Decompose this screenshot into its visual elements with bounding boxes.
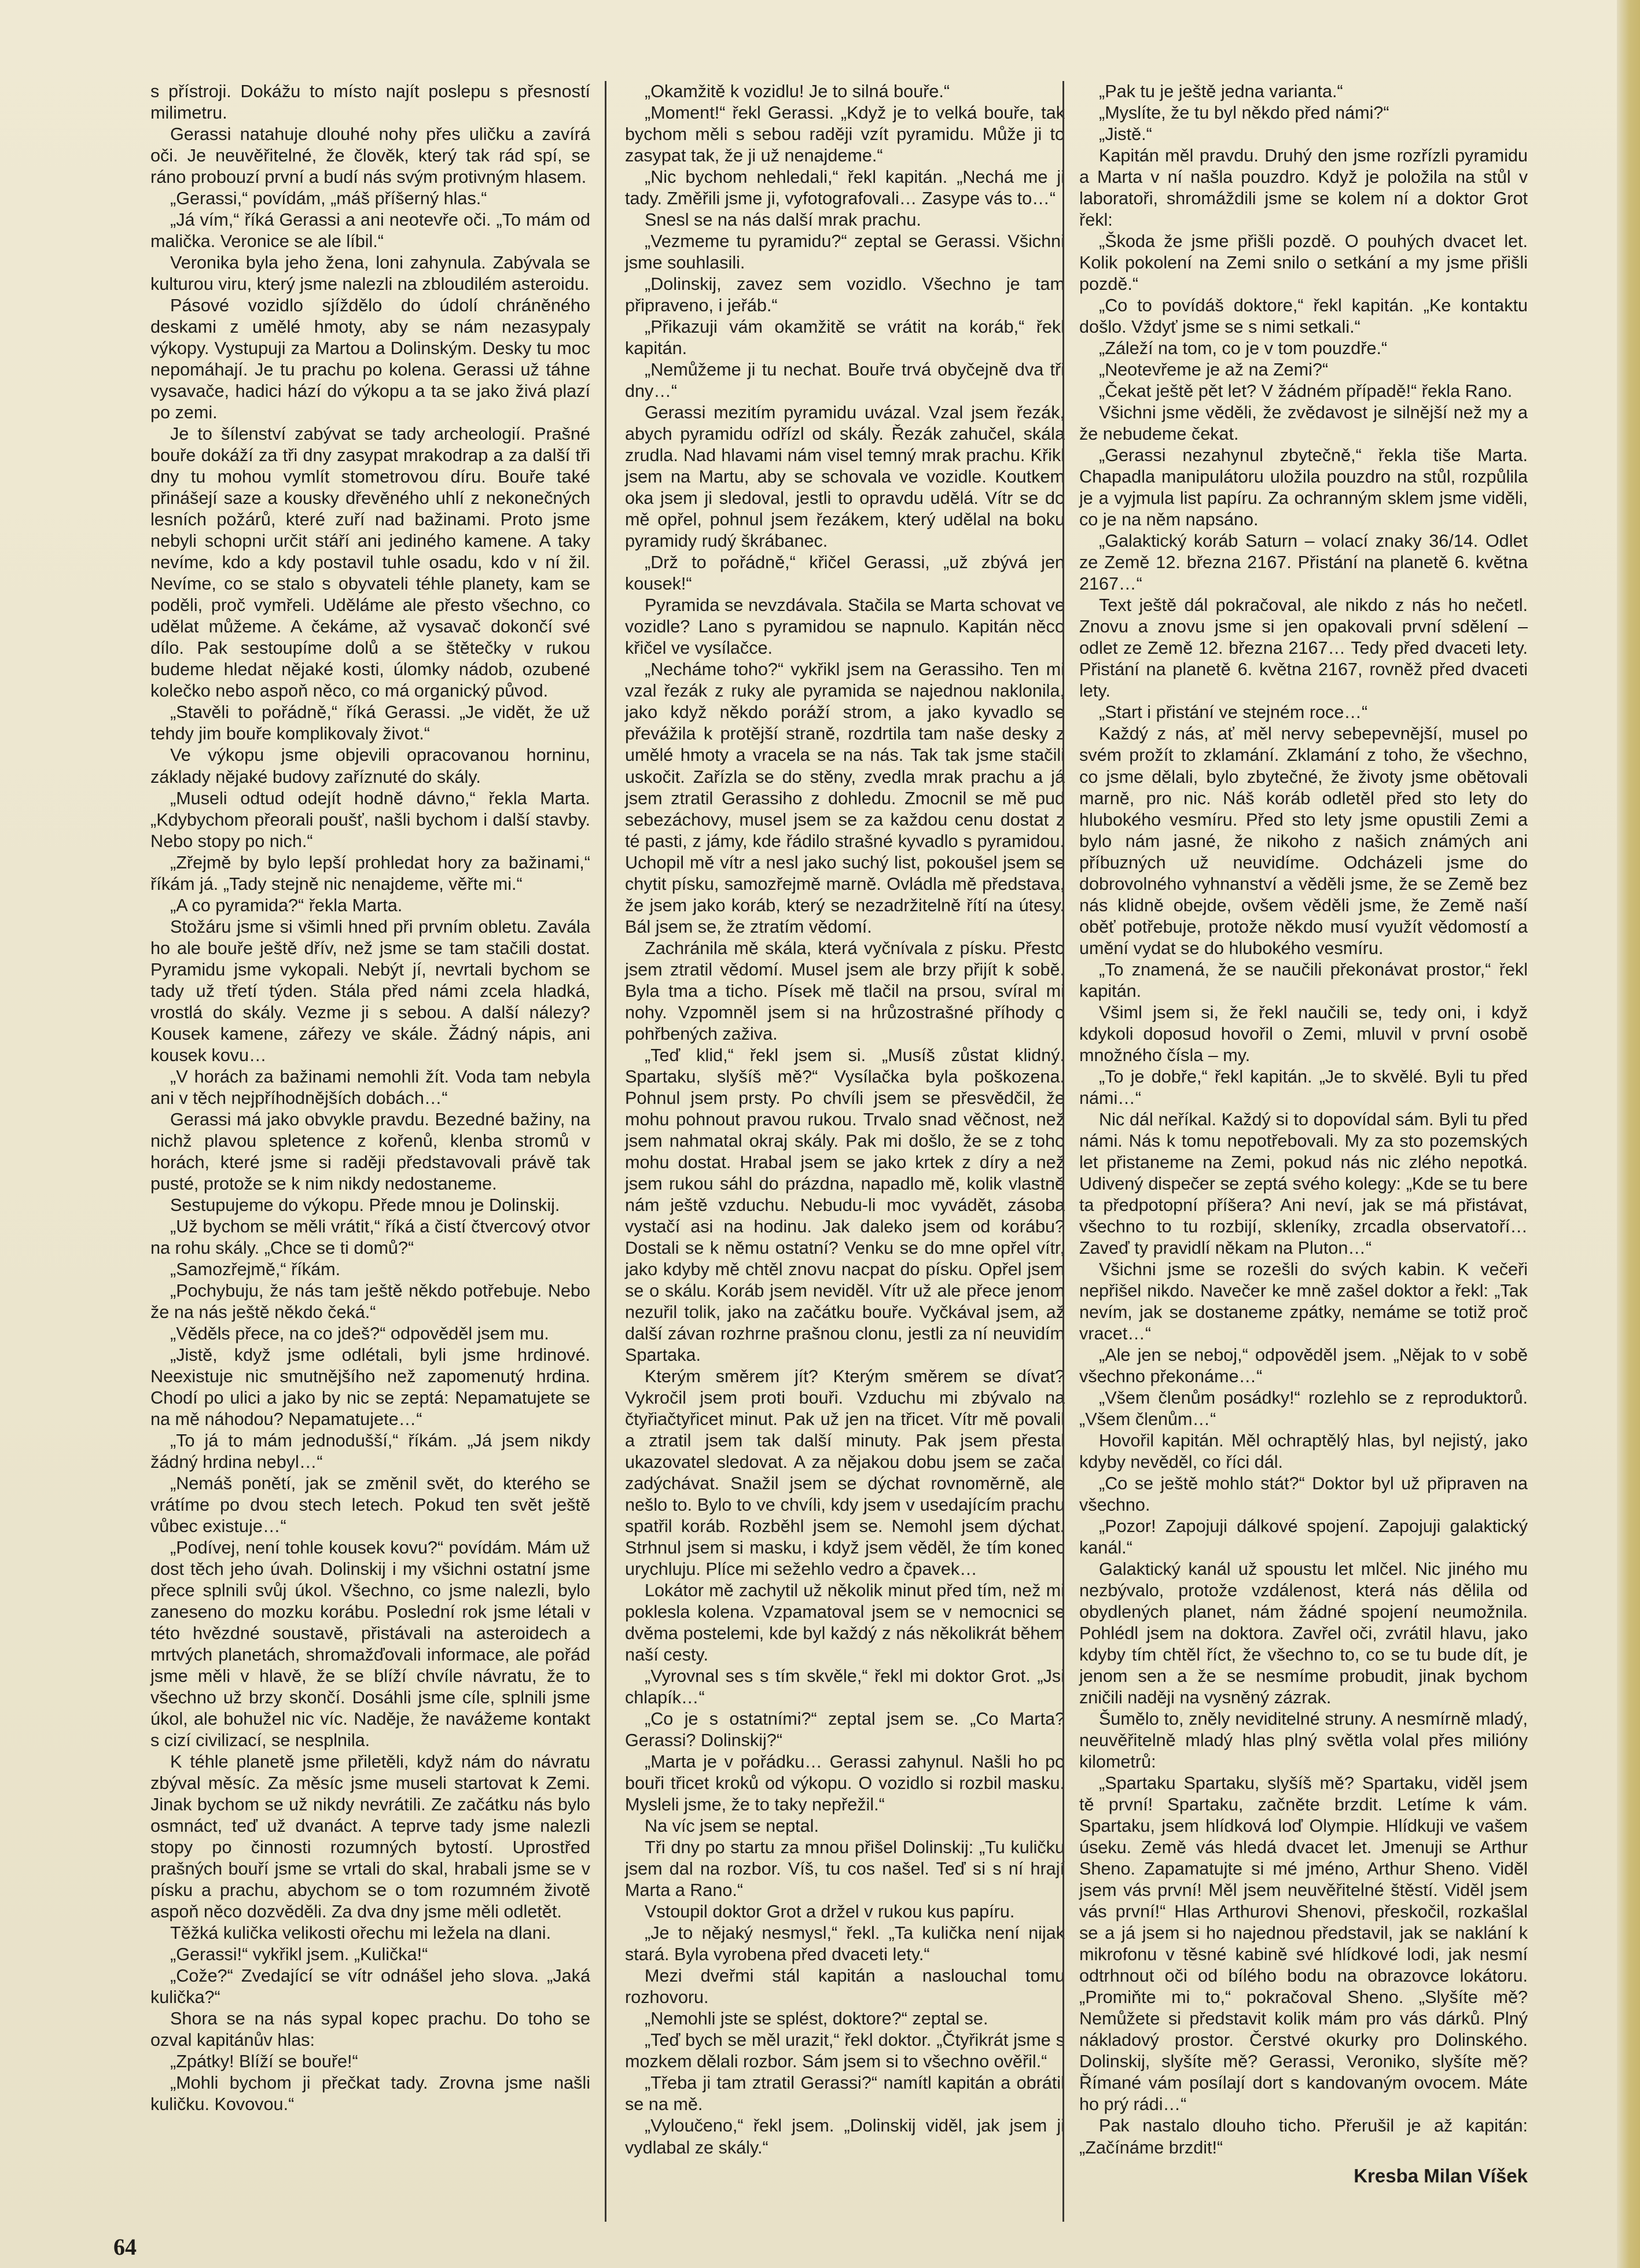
paragraph: „Zpátky! Blíží se bouře!“ bbox=[170, 2052, 358, 2072]
paragraph: Každý z nás, ať měl nervy sebepevnější, musel po svém prožít to zklamání. Zklamání z toho, že všechno, co jsme dělali, bylo zbytečné, že životy jsme obětovali marně, pro nic. Náš koráb odletěl před sto lety do hlubokého vesmíru. Před sto lety jsme opustili Zemi a bylo nám jasné, že nikoho z našich známých ani příbuzných už neuvidíme. Odcházeli jsme do dobrovolného vyhnanství a věděli jsme, že se Země bez nás klidně obejde, ovšem věděli jsme, že Země naší oběť potřebuje, protože někdo musí využít vědomostí a umění vydat se do hlubokého vesmíru. bbox=[1079, 724, 1528, 958]
paragraph: „Jistě, když jsme odlétali, byli jsme hrdinové. Neexistuje nic smutnějšího než zapomenutý hrdina. Chodí po ulici a jako by nic se zeptá: Nepamatujete se na mě náhodou? Nepamatujete…“ bbox=[150, 1345, 590, 1429]
paragraph: „Podívej, není tohle kousek kovu?“ povídám. Mám už dost těch jeho úvah. Dolinskij i my všichni ostatní jsme přece splnili svůj úkol. Všechno, co jsme nalezli, bylo zaneseno do mozku korábu. Poslední rok jsme létali v této hvězdné soustavě, přistávali na asteroidech a mrtvých planetách, shromažďovali informace, ale pořád jsme měli v hlavě, že se blíží chvíle návratu, že to všechno už brzy skončí. Dosáhli jsme cíle, splnili jsme úkol, ale bohužel nic víc. Naděje, že navážeme kontakt s cizí civilizací, se nesplnila. bbox=[150, 1538, 590, 1751]
paragraph: „Co to povídáš doktore,“ řekl kapitán. „Ke kontaktu došlo. Vždyť jsme se s nimi setkali.“ bbox=[1079, 296, 1528, 337]
paragraph: „Dolinskij, zavez sem vozidlo. Všechno je tam připraveno, i jeřáb.“ bbox=[625, 274, 1065, 316]
paragraph: Pyramida se nevzdávala. Stačila se Marta schovat ve vozidle? Lano s pyramidou se napnulo. Kapitán něco křičel ve vysílačce. bbox=[625, 595, 1065, 658]
paragraph: „Vyloučeno,“ řekl jsem. „Dolinskij viděl, jak jsem ji vydlabal ze skály.“ bbox=[625, 2116, 1065, 2157]
paragraph: Těžká kulička velikosti ořechu mi ležela na dlani. bbox=[170, 1923, 551, 1943]
paragraph: Pak nastalo dlouho ticho. Přerušil je až kapitán: „Začínáme brzdit!“ bbox=[1079, 2116, 1528, 2157]
paragraph: Ve výkopu jsme objevili opracovanou horninu, základy nějaké budovy zaříznuté do skály. bbox=[150, 745, 590, 787]
paragraph: Stožáru jsme si všimli hned při prvním obletu. Zavála ho ale bouře ještě dřív, než jsme se tam stačili dostat. Pyramidu jsme vykopali. Nebýt jí, nevrtali bychom se tady už třetí týden. Stála před námi zcela hladká, vrostlá do skály. Vezme ji s sebou. A další nálezy? Kousek kamene, zářezy ve skále. Žádný nápis, ani kousek kovu… bbox=[150, 916, 590, 1065]
paragraph: Text ještě dál pokračoval, ale nikdo z nás ho nečetl. Znovu a znovu jsme si jen opakovali první sdělení – odlet ze Země 12. března 2167… Tedy před dvaceti lety. Přistání na planetě 6. května 2167, rovněž před dvaceti lety. bbox=[1079, 595, 1528, 701]
paragraph: „Gerassi,“ povídám, „máš příšerný hlas.“ bbox=[170, 189, 487, 209]
paragraph: „Neotevřeme je až na Zemi?“ bbox=[1099, 360, 1329, 380]
text-column-1 bbox=[150, 81, 590, 2115]
paragraph: Snesl se na nás další mrak prachu. bbox=[645, 210, 921, 230]
paragraph: „Stavěli to pořádně,“ říká Gerassi. „Je vidět, že už tehdy jim bouře komplikovaly život.“ bbox=[150, 702, 590, 744]
paragraph: „Já vím,“ říká Gerassi a ani neotevře oči. „To mám od malička. Veronice se ale líbil.“ bbox=[150, 210, 590, 252]
paragraph: Kapitán měl pravdu. Druhý den jsme rozřízli pyramidu a Marta v ní našla pouzdro. Když je položila na stůl v laboratoři, shromáždili jsme se kolem ní a doktor Grot řekl: bbox=[1079, 146, 1528, 230]
page-edge bbox=[1617, 0, 1640, 2268]
paragraph: Kterým směrem jít? Kterým směrem se dívat? Vykročil jsem proti bouři. Vzduchu mi zbývalo na čtyřiačtyřicet minut. Pak už jen na třicet. Vítr mě povalil a ztratil jsem tak další minuty. Pak jsem přestal ukazovatel sledovat. A za nějakou dobu jsem se začal zadýchávat. Snažil jsem se dýchat rovnoměrně, ale nešlo to. Bylo to ve chvíli, kdy jsem v usedajícím prachu spatřil koráb. Rozběhl jsem se. Nemohl jsem dýchat. Strhnul jsem si masku, i když jsem věděl, že tím konec urychluju. Plíce mi sežehlo vedro a čpavek… bbox=[625, 1366, 1065, 1580]
paragraph: „Věděls přece, na co jdeš?“ odpověděl jsem mu. bbox=[170, 1323, 549, 1343]
text-column-3 bbox=[1079, 81, 1528, 2187]
paragraph: „Ale jen se neboj,“ odpověděl jsem. „Nějak to v sobě všechno překonáme…“ bbox=[1079, 1345, 1528, 1386]
paragraph: „Myslíte, že tu byl někdo před námi?“ bbox=[1099, 103, 1389, 123]
paragraph: „Okamžitě k vozidlu! Je to silná bouře.“ bbox=[645, 82, 950, 101]
paragraph: „Nic bychom nehledali,“ řekl kapitán. „Nechá me ji tady. Změřili jsme ji, vyfotografovali… Zasype vás to…“ bbox=[625, 167, 1065, 209]
paragraph: „A co pyramida?“ řekla Marta. bbox=[170, 895, 403, 915]
paragraph: „Pozor! Zapojuji dálkové spojení. Zapojuji galaktický kanál.“ bbox=[1079, 1516, 1528, 1558]
paragraph: „Start i přistání ve stejném roce…“ bbox=[1099, 702, 1368, 723]
paragraph: „Vyrovnal ses s tím skvěle,“ řekl mi doktor Grot. „Jsi chlapík…“ bbox=[625, 1666, 1065, 1708]
paragraph: Tři dny po startu za mnou přišel Dolinskij: „Tu kuličku jsem dal na rozbor. Víš, tu cos našel. Teď si s ní hrají Marta a Rano.“ bbox=[625, 1838, 1065, 1901]
paragraph: „Čekat ještě pět let? V žádném případě!“ řekla Rano. bbox=[1099, 381, 1513, 402]
paragraph: Veronika byla jeho žena, loni zahynula. Zabývala se kulturou viru, který jsme nalezli na zbloudilém asteroidu. bbox=[150, 253, 590, 294]
column-divider bbox=[1062, 81, 1064, 2222]
paragraph: Vstoupil doktor Grot a držel v rukou kus papíru. bbox=[645, 1902, 1015, 1922]
paragraph: Lokátor mě zachytil už několik minut před tím, než mi poklesla kolena. Vzpamatoval jsem se v nemocnici se dvěma postelemi, kde byl každý z nás několikrát během naší cesty. bbox=[625, 1581, 1065, 1665]
paragraph: Šumělo to, zněly neviditelné struny. A nesmírně mladý, neuvěřitelně mladý hlas plný světla volal přes milióny kilometrů: bbox=[1079, 1709, 1528, 1772]
paragraph: Pásové vozidlo sjíždělo do údolí chráněného deskami z umělé hmoty, aby se nám nezasypaly výkopy. Vystupuji za Martou a Dolinským. Desky tu moc nepomáhají. Je tu prachu po kolena. Gerassi už táhne vysavače, hadici hází do výkopu a ta se jako živá plazí po zemi. bbox=[150, 296, 590, 423]
paragraph: Gerassi natahuje dlouhé nohy přes uličku a zavírá oči. Je neuvěřitelné, že člověk, který tak rád spí, se ráno probouzí první a budí nás svým protivným hlasem. bbox=[150, 124, 590, 187]
paragraph: „Pak tu je ještě jedna varianta.“ bbox=[1099, 82, 1343, 101]
column-divider bbox=[605, 81, 606, 2222]
paragraph: „Spartaku Spartaku, slyšíš mě? Spartaku, viděl jsem tě první! Spartaku, začněte brzdit. Letíme k vám. Spartaku, jsem hlídková loď Olympie. Hlídkuji ve vašem úseku. Země vás hledá dvacet let. Jmenuji se Arthur Sheno. Zapamatujte si mé jméno, Arthur Sheno. Viděl jsem vás první! Měl jsem neuvěřitelné štěstí. Viděl jsem vás první!“ Hlas Arthurovi Shenovi, přeskočil, rozkašlal se a já jsem si ho najednou představil, jak se naklání k mikrofonu v těsné kabině své hlídkové lodi, jak nesmí odtrhnout oči od bílého bodu na obrazovce lokátoru. „Promiňte mi to,“ pokračoval Sheno. „Slyšíte mě? Nemůžete si představit kolik mám pro vás dárků. Plný nákladový prostor. Čerstvé okurky pro Dolinského. Dolinskij, slyšíte mě? Gerassi, Veroniko, slyšíte mě? Římané vám posílají dort s kandovaným ovocem. Máte ho prý rádi…“ bbox=[1079, 1773, 1528, 2115]
paragraph: „Museli odtud odejít hodně dávno,“ řekla Marta. „Kdybychom přeorali poušť, našli bychom i další stavby. Nebo stopy po nich.“ bbox=[150, 788, 590, 851]
paragraph: „V horách za bažinami nemohli žít. Voda tam nebyla ani v těch nejpříhodnějších dobách…“ bbox=[150, 1066, 590, 1108]
paragraph: „Zřejmě by bylo lepší prohledat hory za bažinami,“ říkám já. „Tady stejně nic nenajdeme, věřte mi.“ bbox=[150, 852, 590, 894]
text-column-2 bbox=[625, 81, 1065, 2159]
paragraph: „To já to mám jednodušší,“ říkám. „Já jsem nikdy žádný hrdina nebyl…“ bbox=[150, 1430, 590, 1472]
paragraph: „Jistě.“ bbox=[1099, 124, 1152, 145]
paragraph: „Záleží na tom, co je v tom pouzdře.“ bbox=[1099, 338, 1388, 359]
paragraph: Gerassi mezitím pyramidu uvázal. Vzal jsem řezák, abych pyramidu odřízl od skály. Řezák zahučel, skála zrudla. Nad hlavami nám visel temný mrak prachu. Křikl jsem na Martu, aby se schovala ve vozidle. Koutkem oka jsem ji sledoval, jestli to opravdu udělá. Vítr se do mě opřel, pohnul jsem řezákem, který udělal na boku pyramidy rudý škrábanec. bbox=[625, 403, 1065, 551]
paragraph: s přístroji. Dokážu to místo najít poslepu s přesností milimetru. bbox=[150, 82, 590, 123]
paragraph: „Teď bych se měl urazit,“ řekl doktor. „Čtyřikrát jsme s mozkem dělali rozbor. Sám jsem si to všechno ověřil.“ bbox=[625, 2030, 1065, 2072]
paragraph: Všiml jsem si, že řekl naučili se, tedy oni, i když kdykoli doposud hovořil o Zemi, mluvil v první osobě množného čísla – my. bbox=[1079, 1002, 1528, 1065]
paragraph: „Galaktický koráb Saturn – volací znaky 36/14. Odlet ze Země 12. března 2167. Přistání na planetě 6. května 2167…“ bbox=[1079, 531, 1528, 594]
paragraph: „Gerassi!“ vykřikl jsem. „Kulička!“ bbox=[170, 1945, 428, 1965]
paragraph: Všichni jsme se rozešli do svých kabin. K večeři nepřišel nikdo. Navečer ke mně zašel doktor a řekl: „Tak nevím, jak se dostaneme zpátky, nemáme se totiž proč vracet…“ bbox=[1079, 1259, 1528, 1343]
paragraph: „Přikazuji vám okamžitě se vrátit na koráb,“ řekl kapitán. bbox=[625, 317, 1065, 359]
paragraph: Sestupujeme do výkopu. Přede mnou je Dolinskij. bbox=[170, 1195, 560, 1215]
paragraph: „Nemáš ponětí, jak se změnil svět, do kterého se vrátíme po dvou stech letech. Pokud ten svět ještě vůbec existuje…“ bbox=[150, 1474, 590, 1537]
paragraph: Gerassi má jako obvykle pravdu. Bezedné bažiny, na nichž plavou spletence z kořenů, klenba stromů v horách, které jsme si raději představovali právě tak pusté, protože se k nim nikdy nedostaneme. bbox=[150, 1109, 590, 1194]
paragraph: „Moment!“ řekl Gerassi. „Když je to velká bouře, tak bychom měli s sebou raději vzít pyramidu. Může ji to zasypat tak, že ji už nenajdeme.“ bbox=[625, 103, 1065, 166]
paragraph: „Škoda že jsme přišli pozdě. O pouhých dvacet let. Kolik pokolení na Zemi snilo o setkání a my jsme přišli pozdě.“ bbox=[1079, 231, 1528, 294]
paragraph: „Mohli bychom ji přečkat tady. Zrovna jsme našli kuličku. Kovovou.“ bbox=[150, 2073, 590, 2115]
paragraph: K téhle planetě jsme přiletěli, když nám do návratu zbýval měsíc. Za měsíc jsme museli startovat k Zemi. Jinak bychom se už nikdy nevrátili. Ze začátku nás bylo osmnáct, teď už dvanáct. A teprve tady jsme nalezli stopy po činnosti rozumných bytostí. Uprostřed prašných bouří jsme se vrtali do skal, hrabali jsme se v písku a prachu, abychom se o tom rozumném životě aspoň něco dozvěděli. Za dva dny jsme měli odletět. bbox=[150, 1752, 590, 1922]
paragraph: Všichni jsme věděli, že zvědavost je silnější než my a že nebudeme čekat. bbox=[1079, 403, 1528, 444]
paragraph: „Už bychom se měli vrátit,“ říká a čistí čtvercový otvor na rohu skály. „Chce se ti domů?“ bbox=[150, 1216, 590, 1258]
paragraph: Galaktický kanál už spoustu let mlčel. Nic jiného mu nezbývalo, protože vzdálenost, která nás dělila od obydlených planet, nám žádné spojení neumožnila. Pohlédl jsem na doktora. Zavřel oči, zvrátil hlavu, jako kdyby tím chtěl říct, že všechno to, co se tu bude dít, je jenom sen a že se nesmíme probudit, jinak bychom zničili naději na vysněný zázrak. bbox=[1079, 1559, 1528, 1708]
paragraph: „Vezmeme tu pyramidu?“ zeptal se Gerassi. Všichni jsme souhlasili. bbox=[625, 231, 1065, 273]
paragraph: „Nemohli jste se splést, doktore?“ zeptal se. bbox=[645, 2009, 988, 2029]
page-number: 64 bbox=[113, 2234, 137, 2260]
paragraph: Je to šílenství zabývat se tady archeologií. Prašné bouře dokáží za tři dny zasypat mrakodrap a za další tři dny tu mohou vymlít stometrovou díru. Bouře také přinášejí saze a kousky dřevěného uhlí z nekonečných lesních požárů, které zuří nad bažinami. Proto jsme nebyli schopni určit stáří ani jediného kamene. A taky nevíme, kdo a kdy postavil tuhle osadu, kdo v ní žil. Nevíme, co se stalo s obyvateli téhle planety, kam se poděli, proč vymřeli. Uděláme ale přesto všechno, co udělat můžeme. A čekáme, až vysavač dokončí své dílo. Pak sestoupíme dolů a se štětečky v rukou budeme hledat nějaké kosti, úlomky nádob, ozubené kolečko nebo aspoň něco, co má organický původ. bbox=[150, 424, 590, 701]
paragraph: „To je dobře,“ řekl kapitán. „Je to skvělé. Byli tu před námi…“ bbox=[1079, 1066, 1528, 1108]
paragraph: Zachránila mě skála, která vyčnívala z písku. Přesto jsem ztratil vědomí. Musel jsem ale brzy přijít k sobě. Byla tma a ticho. Písek mě tlačil na prsou, svíral mi nohy. Vzpomněl jsem si na hrůzostrašné příhody o pohřbených zaživa. bbox=[625, 938, 1065, 1044]
paragraph: „Pochybuju, že nás tam ještě někdo potřebuje. Nebo že na nás ještě někdo čeká.“ bbox=[150, 1280, 590, 1322]
paragraph: „Marta je v pořádku… Gerassi zahynul. Našli ho po bouři třicet kroků od výkopu. O vozidlo si rozbil masku. Mysleli jsme, že to taky nepřežil.“ bbox=[625, 1752, 1065, 1815]
paragraph: „Co se ještě mohlo stát?“ Doktor byl už připraven na všechno. bbox=[1079, 1474, 1528, 1515]
illustrator-credit: Kresba Milan Víšek bbox=[1354, 2164, 1528, 2186]
paragraph: „Samozřejmě,“ říkám. bbox=[170, 1259, 341, 1279]
paragraph: „Necháme toho?“ vykřikl jsem na Gerassiho. Ten mi vzal řezák z ruky ale pyramida se najednou naklonila, jako když někdo poráží strom, a jako kyvadlo se převážila k protější straně, rozdrtila tam naše desky z umělé hmoty a vracela se na nás. Tak tak jsme stačili uskočit. Zařízla se do stěny, zvedla mrak prachu a já jsem ztratil Gerassiho z dohledu. Zmocnil se mě pud sebezáchovy, musel jsem se za každou cenu dostat z té pasti, z jámy, kde řádilo strašné kyvadlo s pyramidou. Uchopil mě vítr a nesl jako suchý list, pokoušel jsem se chytit písku, samozřejmě marně. Ovládla mě představa, že jsem jako koráb, který se nezadržitelně řítí na útesy. Bál jsem se, že ztratím vědomí. bbox=[625, 660, 1065, 937]
paragraph: „Nemůžeme ji tu nechat. Bouře trvá obyčejně dva tři dny…“ bbox=[625, 360, 1065, 402]
paragraph: „Cože?“ Zvedající se vítr odnášel jeho slova. „Jaká kulička?“ bbox=[150, 1966, 590, 2008]
paragraph: „Třeba ji tam ztratil Gerassi?“ namítl kapitán a obrátil se na mě. bbox=[625, 2073, 1065, 2115]
paragraph: Nic dál neříkal. Každý si to dopovídal sám. Byli tu před námi. Nás k tomu nepotřebovali. My za sto pozemských let přistaneme na Zemi, pokud nás nic zlého nepotká. Udivený dispečer se zeptá svého kolegy: „Kde se tu bere ta předpotopní příšera? Ani neví, jak se má přistávat, všechno to tu rozbijí, skleníky, zrcadla observatoří… Zaveď ty pravidlí někam na Pluton…“ bbox=[1079, 1109, 1528, 1258]
paragraph: Hovořil kapitán. Měl ochraptělý hlas, byl nejistý, jako kdyby nevěděl, co říci dál. bbox=[1079, 1430, 1528, 1472]
paragraph: „Co je s ostatními?“ zeptal jsem se. „Co Marta? Gerassi? Dolinskij?“ bbox=[625, 1709, 1065, 1751]
paragraph: „Je to nějaký nesmysl,“ řekl. „Ta kulička není nijak stará. Byla vyrobena před dvaceti lety.“ bbox=[625, 1923, 1065, 1965]
paragraph: „Všem členům posádky!“ rozlehlo se z reproduktorů. „Všem členům…“ bbox=[1079, 1387, 1528, 1429]
paragraph: „Teď klid,“ řekl jsem si. „Musíš zůstat klidný. Spartaku, slyšíš mě?“ Vysílačka byla poškozena. Pohnul jsem prsty. Po chvíli jsem se přesvědčil, že mohu pohnout pravou rukou. Trvalo snad věčnost, než jsem nahmatal okraj skály. Pak mi došlo, že se z toho mohu dostat. Hrabal jsem se jako krtek z díry a než jsem rukou sáhl do prázdna, napadlo mě, kolik vlastně nám ještě vzduchu. Nebudu-li moc vyvádět, zásoba vystačí asi na hodinu. Jak daleko jsem od korábu? Dostali se k němu ostatní? Venku se do mne opřel vítr, jako kdyby mě chtěl znovu nacpat do písku. Opřel jsem se o skálu. Koráb jsem neviděl. Vítr už ale přece jenom nezuřil tolik, jako na začátku bouře. Vyčkával jsem, až další závan rozhrne prašnou clonu, jestli za ní neuvidím Spartaka. bbox=[625, 1045, 1065, 1365]
paragraph: „To znamená, že se naučili překonávat prostor,“ řekl kapitán. bbox=[1079, 959, 1528, 1001]
paragraph: Shora se na nás sypal kopec prachu. Do toho se ozval kapitánův hlas: bbox=[150, 2009, 590, 2050]
paragraph: Na víc jsem se neptal. bbox=[645, 1816, 819, 1836]
paragraph: „Gerassi nezahynul zbytečně,“ řekla tiše Marta. Chapadla manipulátoru uložila pouzdro na stůl, rozpůlila je a vyjmula list papíru. Za ochranným sklem jsme viděli, co je na něm napsáno. bbox=[1079, 446, 1528, 530]
paragraph: Mezi dveřmi stál kapitán a naslouchal tomu rozhovoru. bbox=[625, 1966, 1065, 2008]
paragraph: „Drž to pořádně,“ křičel Gerassi, „už zbývá jen kousek!“ bbox=[625, 553, 1065, 594]
